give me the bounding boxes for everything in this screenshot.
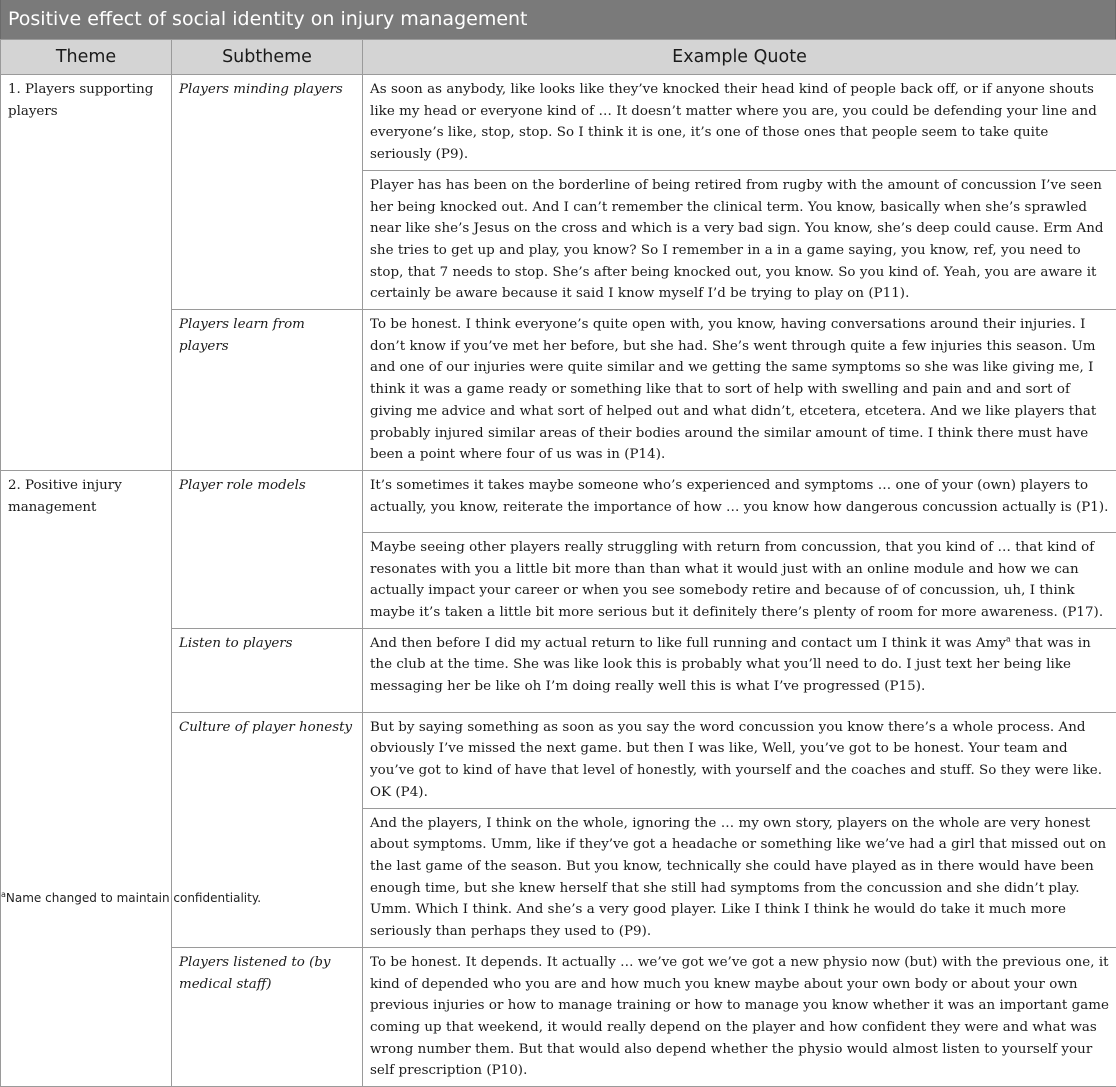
subtheme-cell: Players minding players bbox=[172, 75, 363, 310]
table-row bbox=[1, 75, 1116, 171]
table-row bbox=[1, 470, 1116, 532]
subtheme-cell: Players learn from players bbox=[172, 310, 363, 471]
header-theme: Theme bbox=[1, 40, 172, 75]
footnote-text: Name changed to maintain confidentiality. bbox=[6, 891, 261, 905]
subtheme-cell: Players listened to (by medical staff) bbox=[172, 947, 363, 1086]
table-title: Positive effect of social identity on injury management bbox=[0, 0, 1116, 39]
header-quote: Example Quote bbox=[363, 40, 1116, 75]
footnote-marker: a bbox=[1006, 634, 1011, 643]
quote-cell: And the players, I think on the whole, ignoring the … my own story, players on the whole are very honest about symptoms. Umm, like if they’ve got a headache or something like we’ve had a girl that missed out on the last game of the season. But you know, technically she could have played as in there would have been enough time, but she knew herself that she still had symptoms from the concussion and she didn’t play. Umm. Which I think. And she’s a very good player. Like I think I think he would do take it much more seriously than perhaps they used to (P9). bbox=[363, 808, 1116, 947]
quote-cell: To be honest. It depends. It actually … we’ve got we’ve got a new physio now (but) with the previous one, it kind of depended who you are and how much you knew maybe about your own body or about your own previous injuries or how to manage training or how to manage you know whether it was an important game coming up that weekend, it would really depend on the player and how confident they were and what was wrong number them. But that would also depend whether the physio would almost listen to yourself your self prescription (P10). bbox=[363, 947, 1116, 1086]
header-row bbox=[1, 40, 1116, 75]
theme-cell: 1. Players supporting players bbox=[1, 75, 172, 471]
quote-text: that was in the club at the time. She was like look this is probably what you’ll need to do. I just text her being like messaging her be like oh I’m doing really well this is what I’ve progressed (P15). bbox=[370, 636, 1091, 694]
quote-cell: It’s sometimes it takes maybe someone who’s experienced and symptoms … one of your (own) players to actually, you know, reiterate the importance of how … you know how dangerous concussion actually is (P1). bbox=[363, 470, 1116, 532]
subtheme-cell: Listen to players bbox=[172, 628, 363, 712]
quote-cell: To be honest. I think everyone’s quite open with, you know, having conversations around their injuries. I don’t know if you’ve met her before, but she had. She’s went through quite a few injuries this season. Um and one of our injuries were quite similar and we getting the same symptoms so she was like giving me, I think it was a game ready or something like that to sort of help with swelling and pain and and sort of giving me advice and what sort of helped out and what didn’t, etcetera, etcetera. And we like players that probably injured similar areas of their bodies around the similar amount of time. I think there must have been a point where four of us was in (P14). bbox=[363, 310, 1116, 471]
quote-text: And then before I did my actual return to like full running and contact um I think it was Amy bbox=[370, 636, 1006, 651]
quote-cell bbox=[363, 628, 1116, 712]
footnote-mark: a bbox=[1, 890, 6, 899]
table-footnote bbox=[1, 891, 261, 905]
subtheme-cell: Culture of player honesty bbox=[172, 712, 363, 947]
quote-cell: But by saying something as soon as you say the word concussion you know there’s a whole process. And obviously I’ve missed the next game. but then I was like, Well, you’ve got to be honest. Your team and you’ve got to kind of have that level of honestly, with yourself and the coaches and stuff. So they were like. OK (P4). bbox=[363, 712, 1116, 808]
subtheme-cell: Player role models bbox=[172, 470, 363, 628]
quote-cell: As soon as anybody, like looks like they’ve knocked their head kind of people back off, or if anyone shouts like my head or everyone kind of … It doesn’t matter where you are, you could be defending your line and everyone’s like, stop, stop. So I think it is one, it’s one of those ones that people seem to take quite seriously (P9). bbox=[363, 75, 1116, 171]
header-subtheme: Subtheme bbox=[172, 40, 363, 75]
quote-cell: Maybe seeing other players really struggling with return from concussion, that you kind of … that kind of resonates with you a little bit more than than what it would just with an online module and how we can actually impact your career or when you see somebody retire and because of of concussion, uh, I think maybe it’s taken a little bit more serious but it definitely there’s plenty of room for more awareness. (P17). bbox=[363, 532, 1116, 628]
theme-cell: 2. Positive injury management bbox=[1, 470, 172, 1086]
quote-cell: Player has has been on the borderline of being retired from rugby with the amount of concussion I’ve seen her being knocked out. And I can’t remember the clinical term. You know, basically when she’s sprawled near like she’s Jesus on the cross and which is a very bad sign. You know, she’s deep could cause. Erm And she tries to get up and play, you know? So I remember in a in a game saying, you know, ref, you need to stop, that 7 needs to stop. She’s after being knocked out, you know. So you kind of. Yeah, you are aware it certainly be aware because it said I know myself I’d be trying to play on (P11). bbox=[363, 170, 1116, 309]
themes-table bbox=[0, 39, 1116, 1087]
